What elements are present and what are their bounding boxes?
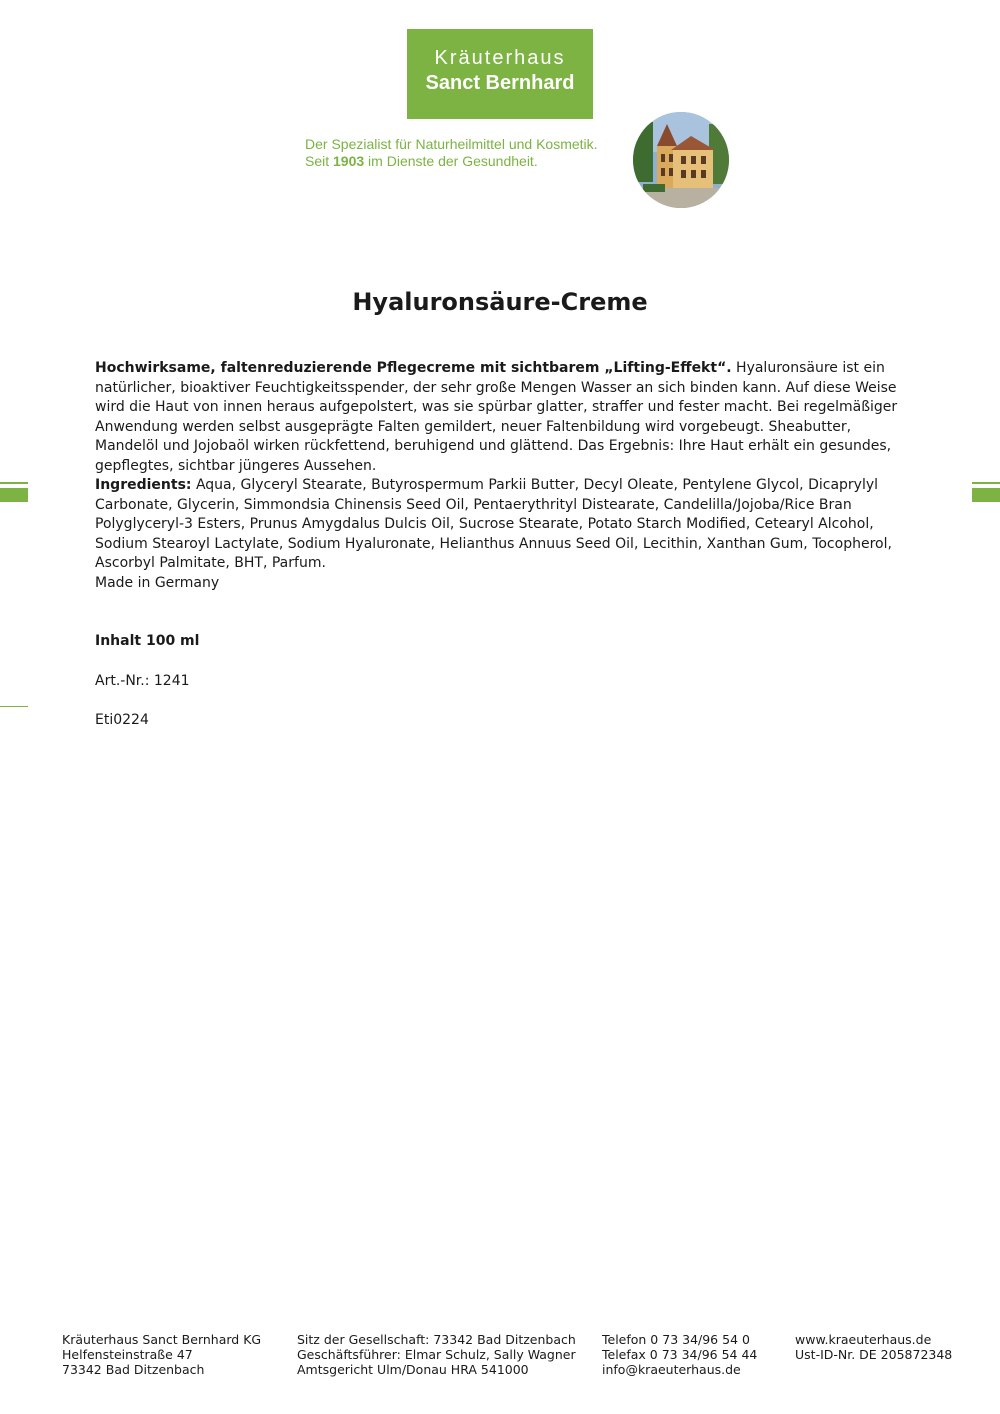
footer-email-link[interactable]: info@kraeuterhaus.de — [602, 1362, 741, 1377]
footer-vat-id: Ust-ID-Nr. DE 205872348 — [795, 1347, 953, 1362]
tagline-line-2: Seit 1903 im Dienste der Gesundheit. — [305, 153, 538, 169]
left-fold-mark — [0, 488, 28, 502]
footer-line: Kräuterhaus Sanct Bernhard KG — [62, 1332, 262, 1347]
ingredients-list — [95, 476, 915, 574]
ingredients-label: Ingredients: — [95, 477, 192, 493]
article-number: Art.-Nr.: 1241 — [95, 673, 190, 689]
footer-legal-info — [297, 1332, 576, 1377]
founding-year: 1903 — [333, 153, 365, 169]
footer-website-link[interactable]: www.kraeuterhaus.de — [795, 1332, 932, 1347]
left-hole-mark — [0, 706, 28, 707]
description-lead: Hochwirksame, faltenreduzierende Pflegecreme mit sichtbarem „Lifting-Effekt“. — [95, 360, 732, 376]
ingredients-text: Aqua, Glyceryl Stearate, Butyrospermum Parkii Butter, Decyl Oleate, Pentylene Glycol, Dicaprylyl Carbonate, Glycerin, Simmondsia Chinensis Seed Oil, Pentaerythrityl Distearate, Candelilla/Jojoba/Rice Bran Polyglyceryl-3 Esters, Prunus Amygdalus Dulcis Oil, Sucrose Stearate, Potato Starch Modified, Cetearyl Alcohol, Sodium Stearoyl Lactylate, Sodium Hyaluronate, Helianthus Annuus Seed Oil, Lecithin, Xanthan Gum, Tocopherol, Ascorbyl Palmitate, BHT, Parfum. — [95, 477, 892, 571]
description-text: Hyaluronsäure ist ein natürlicher, bioaktiver Feuchtigkeitsspender, der sehr große Mengen Wasser an sich binden kann. Auf diese Weise wird die Haut von innen heraus aufgepolstert, was sie spürbar glatter, straffer und fester macht. Bei regelmäßiger Anwendung werden selbst ausgeprägte Falten gemildert, neuer Faltenbildung wird vorgebeugt. Sheabutter, Mandelöl und Jojobaöl wirken rückfettend, beruhigend und glättend. Das Ergebnis: Ihre Haut erhält ein gesundes, gepflegtes, sichtbar jüngeres Aussehen. — [95, 360, 898, 474]
origin-text: Made in Germany — [95, 575, 220, 591]
right-fold-mark — [972, 488, 1000, 502]
footer-phone: Telefon 0 73 34/96 54 0 — [602, 1332, 750, 1347]
tagline-line-1: Der Spezialist für Naturheilmittel und Kosmetik. — [305, 136, 598, 152]
company-logo — [407, 29, 593, 119]
logo-line-1: Kräuterhaus — [434, 47, 566, 69]
logo-line-2: Sanct Bernhard — [425, 72, 575, 94]
product-title: Hyaluronsäure-Creme — [352, 288, 648, 316]
footer-line: Sitz der Gesellschaft: 73342 Bad Ditzenbach — [297, 1332, 576, 1347]
footer-line: Amtsgericht Ulm/Donau HRA 541000 — [297, 1362, 529, 1377]
label-code: Eti0224 — [95, 712, 149, 728]
footer-company-address — [62, 1332, 261, 1377]
footer-web-tax — [795, 1332, 952, 1362]
right-fold-mark-top — [972, 482, 1000, 484]
footer-line: Geschäftsführer: Elmar Schulz, Sally Wagner — [297, 1347, 576, 1362]
left-fold-mark-top — [0, 482, 28, 484]
content-amount: Inhalt 100 ml — [95, 633, 200, 649]
footer-contact — [602, 1332, 757, 1377]
footer-fax: Telefax 0 73 34/96 54 44 — [602, 1347, 758, 1362]
building-photo — [633, 112, 729, 208]
footer-line: 73342 Bad Ditzenbach — [62, 1362, 205, 1377]
company-tagline — [305, 136, 625, 170]
product-description — [95, 359, 915, 476]
footer-line: Helfensteinstraße 47 — [62, 1347, 193, 1362]
